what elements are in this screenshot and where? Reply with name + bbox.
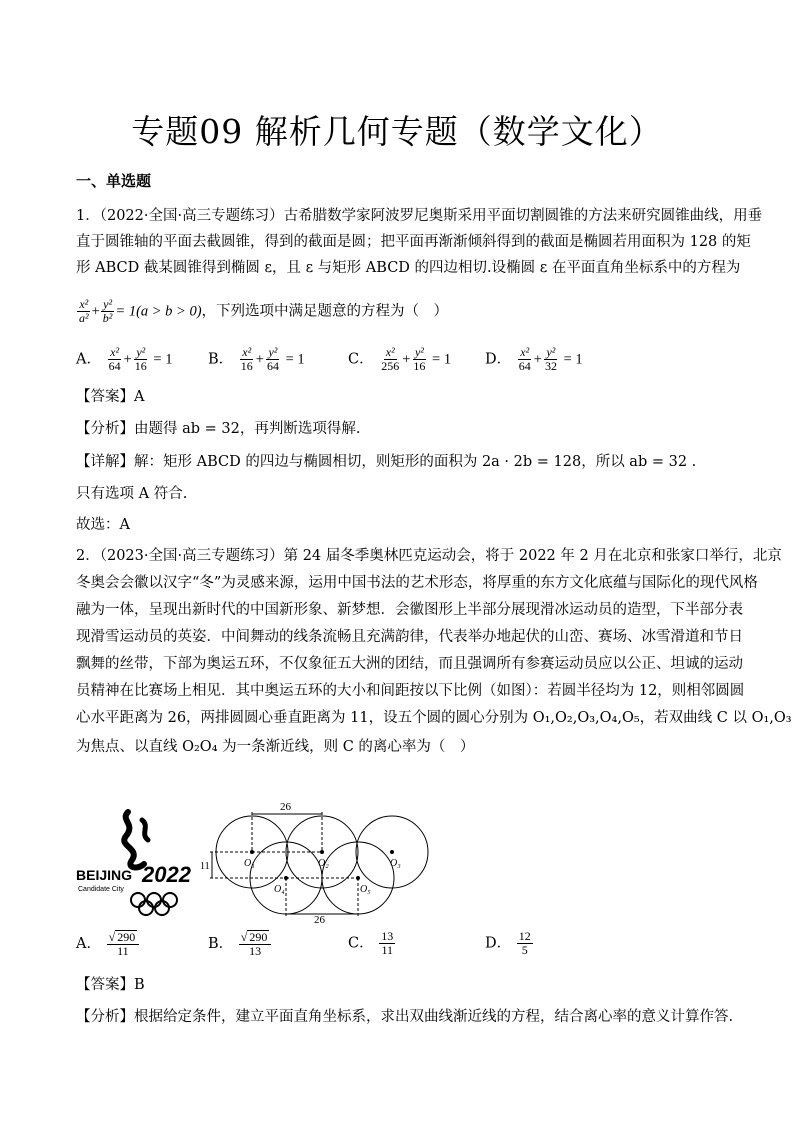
- diagram-side-dim: 11: [200, 861, 210, 872]
- q2-line-5: 飘舞的丝带，下部为奥运五环，不仅象征五大洲的团结，而且强调所有参赛运动员应以公正、坦诚的运动: [76, 656, 743, 672]
- q1-line-1: 1．（2022·全国·高三专题练习）古希腊数学家阿波罗尼奥斯采用平面切割圆锥的方法来研究圆锥曲线，用垂: [76, 208, 763, 224]
- logo-year-text: 2022: [142, 862, 191, 887]
- label-o1: O₁: [244, 858, 255, 869]
- q1-equation-line: $\frac{\text{x²}}{\text{a²}}$ + $\frac{\text{y²}}{\text{b²}}$ = 1(a > b > 0)，下列选项中满足题意的方程为（ ）: [79, 297, 449, 325]
- q1-option-c[interactable]: C． $\frac{\text{x²}}{256}$ + $\frac{\text{y²}}{16}$ = 1: [348, 345, 452, 373]
- q1-analysis: 【分析】由题得 ab = 32，再判断选项得解.: [76, 421, 361, 437]
- diagram-top-dim: 26: [280, 801, 291, 813]
- label-o5: O₅: [360, 884, 371, 895]
- logo-beijing-text: BEIJING: [76, 867, 133, 883]
- label-o4: O₄: [274, 884, 285, 895]
- q1-eq-condition: = 1(a > b > 0): [115, 303, 202, 320]
- q1-line-3: 形 ABCD 截某圆锥得到椭圆 ε，且 ε 与矩形 ABCD 的四边相切.设椭圆 ε 在平面直角坐标系中的方程为: [76, 260, 741, 276]
- frac-x2-a2: $\frac{\text{x²}}{\text{a²}}$: [79, 297, 89, 325]
- page-title: 专题09 解析几何专题（数学文化）: [131, 112, 663, 151]
- beijing-2022-logo: [76, 806, 196, 918]
- q2-option-c[interactable]: C． $\frac{13}{11}$: [348, 929, 394, 957]
- q2-option-b[interactable]: B． $\frac{√ 290}{13}$: [208, 930, 272, 958]
- q1-detail: 【详解】解：矩形 ABCD 的四边与椭圆相切，则矩形的面积为 2a · 2b = 128，所以 ab = 32 .: [76, 454, 697, 470]
- q2-line-4: 现滑雪运动员的英姿．中间舞动的线条流畅且充满韵律，代表举办地起伏的山峦、赛场、冰雪滑道和节日: [76, 629, 743, 645]
- q2-analysis: 【分析】根据给定条件，建立平面直角坐标系，求出双曲线渐近线的方程，结合离心率的意义计算作答.: [76, 1009, 734, 1025]
- q2-line-6: 员精神在比赛场上相见．其中奥运五环的大小和间距按以下比例（如图）：若圆半径均为 12，则相邻圆圆: [76, 683, 745, 699]
- q1-eq-tail: ，下列选项中满足题意的方程为（ ）: [201, 303, 449, 320]
- q1-choice: 故选：A: [76, 517, 130, 533]
- q1-option-a[interactable]: A． $\frac{\text{x²}}{64}$ + $\frac{\text{y²}}{16}$ = 1: [76, 345, 173, 373]
- q1-option-d[interactable]: D． $\frac{\text{x²}}{64}$ + $\frac{\text{y²}}{32}$ = 1: [485, 345, 583, 373]
- q2-line-3: 融为一体，呈现出新时代的中国新形象、新梦想．会徽图形上半部分展现滑冰运动员的造型，下半部分表: [76, 602, 743, 618]
- q2-line-1: 2．（2023·全国·高三专题练习）第 24 届冬季奥林匹克运动会，将于 2022 年 2 月在北京和张家口举行，北京: [76, 548, 782, 564]
- q1-option-b[interactable]: B． $\frac{\text{x²}}{16}$ + $\frac{\text{y²}}{64}$ = 1: [208, 345, 305, 373]
- q1-line-2: 直于圆锥轴的平面去截圆锥，得到的截面是圆；把平面再渐渐倾斜得到的截面是椭圆若用面积为 128 的矩: [76, 234, 751, 250]
- section-heading: 一、单选题: [76, 172, 152, 190]
- q2-line-7: 心水平距离为 26，两排圆圆心垂直距离为 11，设五个圆的圆心分别为 O₁,O₂,O₃,O₄,O₅，若双曲线 C 以 O₁,O₃: [76, 710, 792, 726]
- q2-line-8: 为焦点、以直线 O₂O₄ 为一条渐近线，则 C 的离心率为（ ）: [76, 739, 475, 755]
- frac-y2-b2: $\frac{\text{y²}}{\text{b²}}$: [102, 297, 113, 325]
- q2-option-a[interactable]: A． $\frac{√ 290}{11}$: [76, 930, 140, 958]
- q1-note: 只有选项 A 符合.: [76, 486, 188, 502]
- q2-option-d[interactable]: D． $\frac{12}{5}$: [485, 929, 531, 957]
- q2-line-2: 冬奥会会徽以汉字“冬”为灵感来源，运用中国书法的艺术形态，将厚重的东方文化底蕴与国际化的现代风格: [76, 575, 758, 591]
- diagram-bottom-dim: 26: [314, 914, 325, 926]
- label-o2: O₂: [318, 858, 329, 869]
- label-o3: O₃: [390, 858, 401, 869]
- logo-sub-text: Candidate City: [78, 886, 124, 893]
- olympic-rings-diagram: [200, 790, 440, 926]
- q2-answer: 【答案】B: [76, 977, 145, 993]
- q1-answer: 【答案】A: [76, 389, 145, 405]
